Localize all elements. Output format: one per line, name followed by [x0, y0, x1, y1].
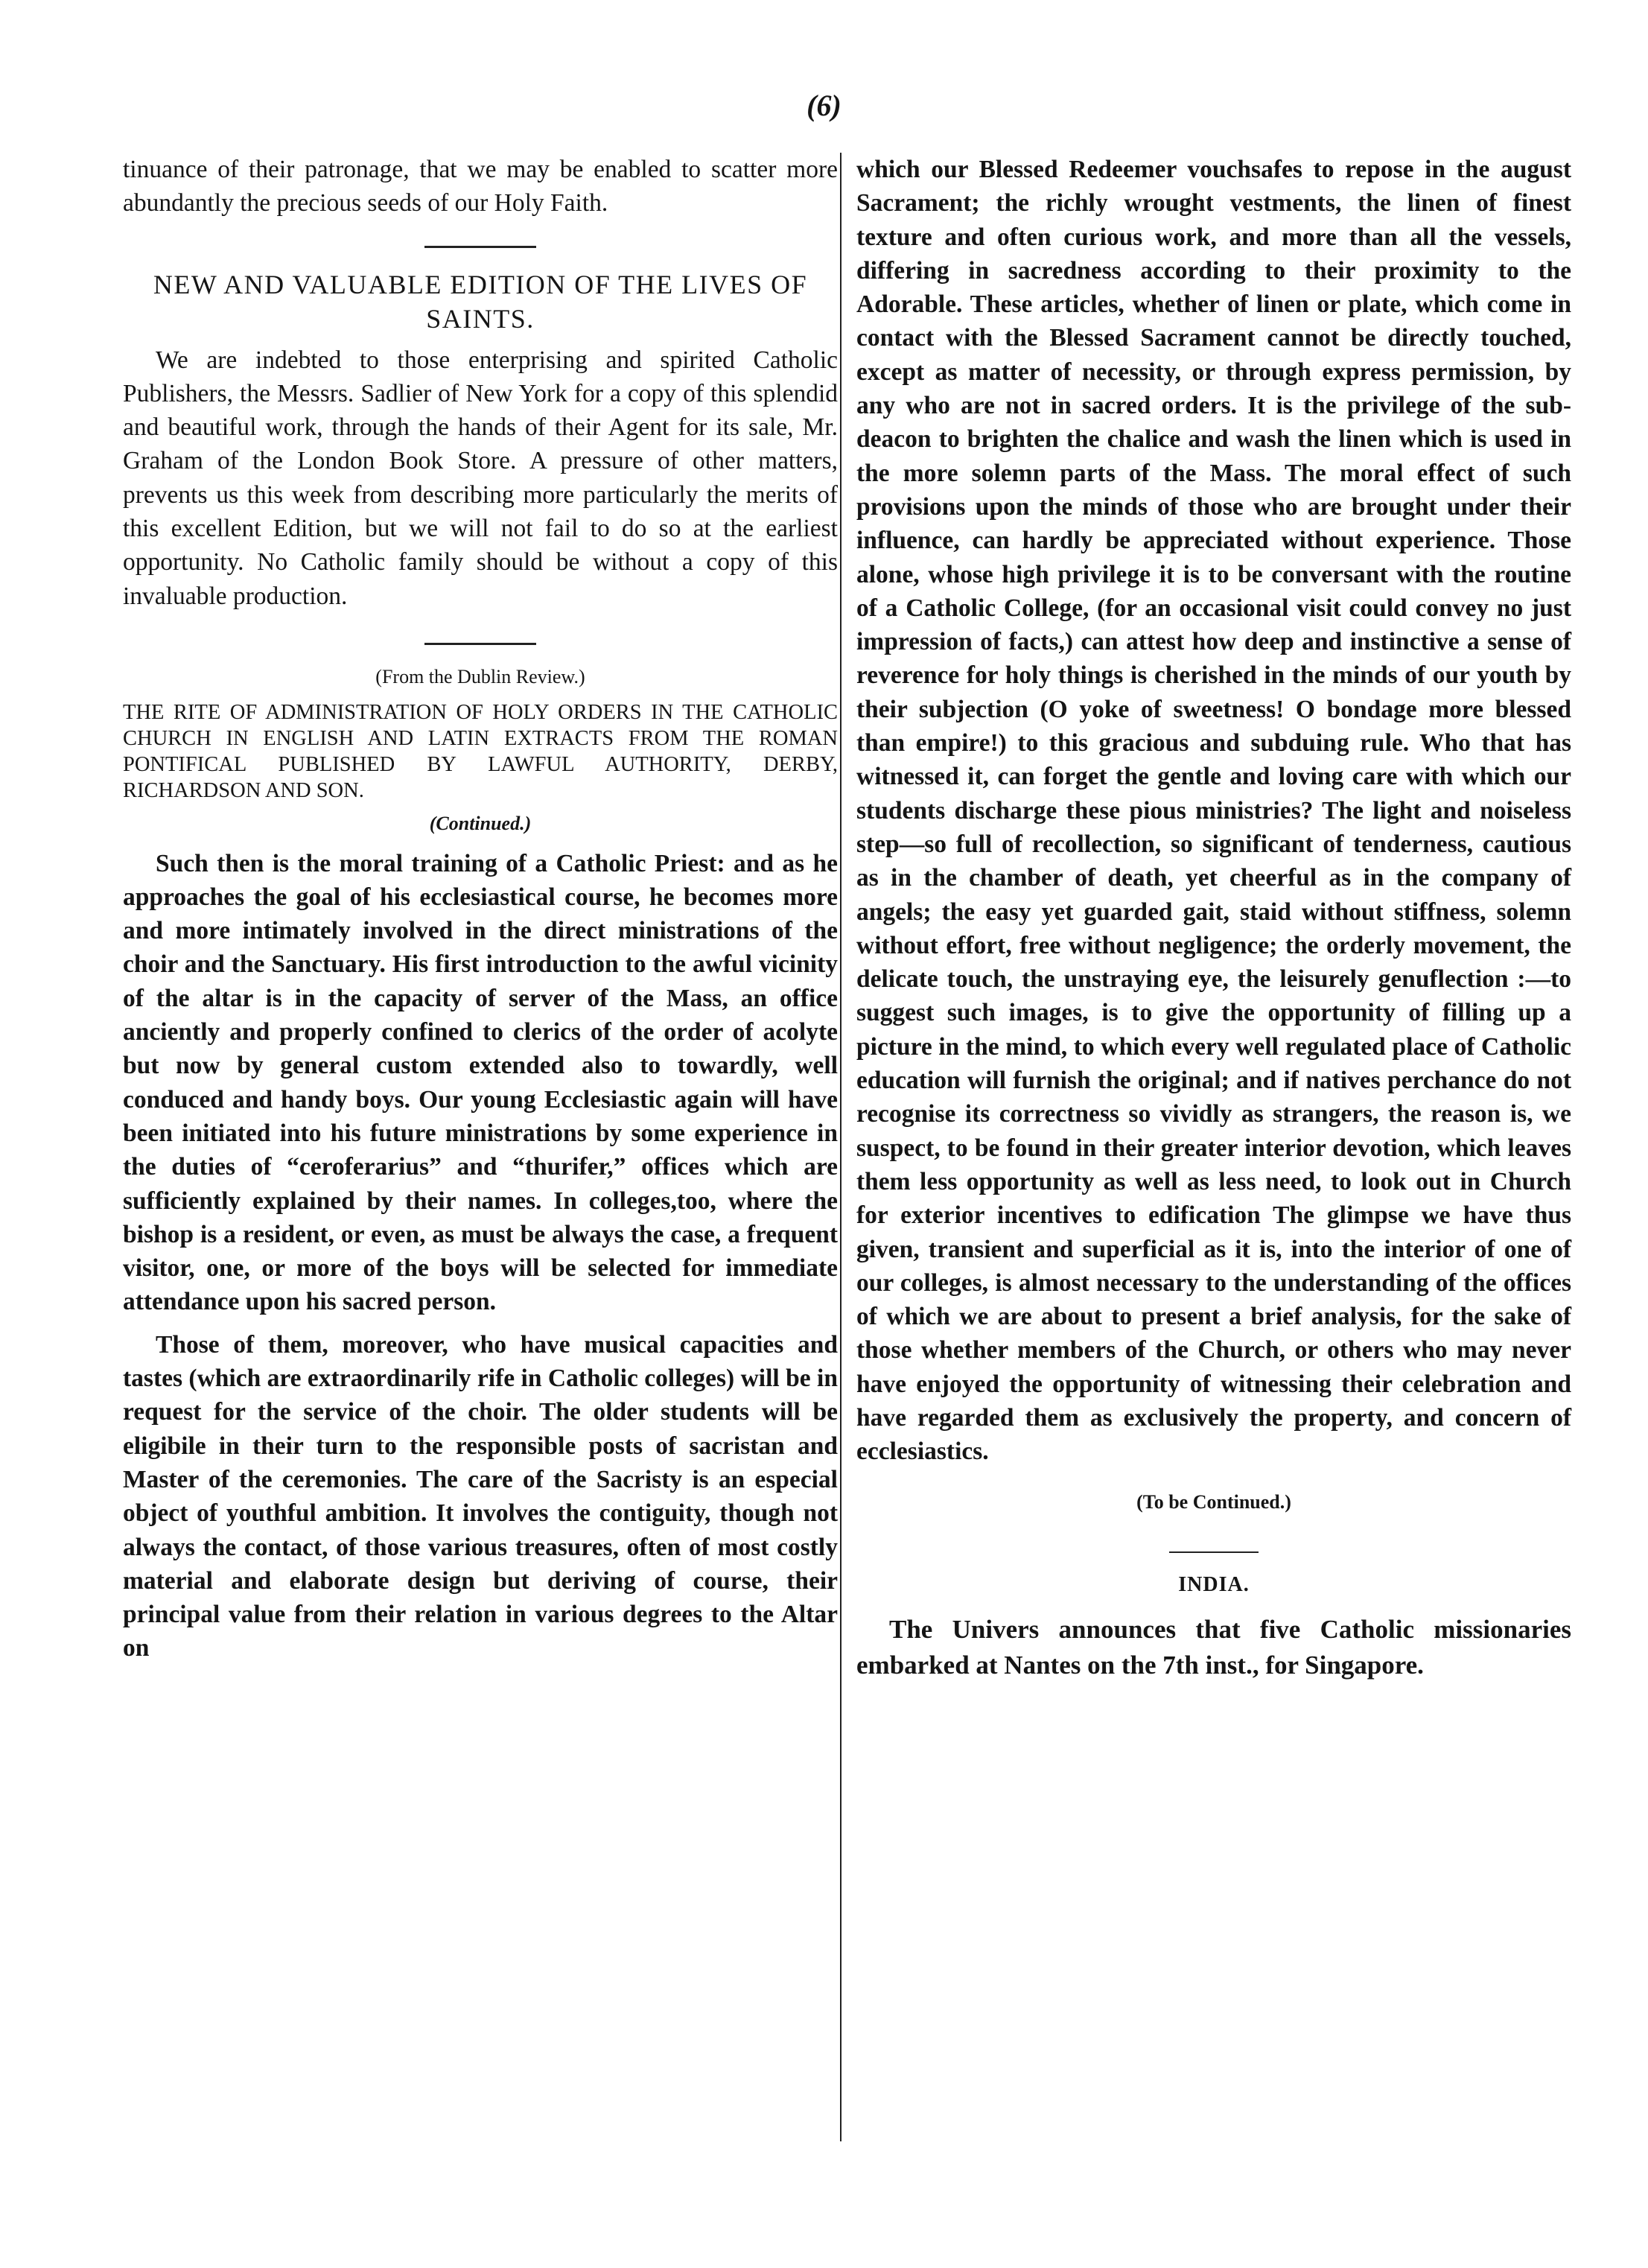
rite-title: THE RITE OF ADMINISTRATION OF HOLY ORDERS IN THE CATHOLIC CHURCH IN ENGLISH AND LATIN EXTRACTS FROM THE ROMAN PONTIFICAL PUBLISHED BY LAWFUL AUTHORITY, DERBY, RICHARDSON AND SON. — [123, 701, 838, 803]
section-rule — [424, 643, 536, 645]
india-headline: INDIA. — [1178, 1572, 1250, 1596]
right-column — [856, 153, 1571, 1683]
section-rule — [424, 246, 536, 248]
continued-note: (Continued.) — [429, 813, 532, 835]
intro-paragraph: tinuance of their patronage, that we may be enabled to scatter more abundantly the precious seeds of our Holy Faith. — [123, 156, 838, 217]
left-column — [123, 153, 838, 1665]
article-paragraph: which our Blessed Redeemer vouchsafes to repose in the august Sacrament; the richly wrought vestments, the linen of finest texture and often curious work, and more than all the vessels, differing in sacredness according to their proximity to the Adorable. These articles, whether of linen or plate, which come in contact with the Blessed Sacrament cannot be directly touched, except as matter of necessity, or through express permission, by any who are not in sacred orders. It is the privilege of the sub-deacon to brighten the chalice and wash the linen which is used in the more solemn parts of the Mass. The moral effect of such provisions upon the minds of those who are brought under their influence, can hardly be appreciated without experience. Those alone, whose high privilege it is to be conversant with the routine of a Catholic College, (for an occasional visit could convey no just impression of facts,) can attest how deep and instinctive a sense of reverence for holy things is cherished in the minds of our youth by their subjection (O yoke of sweetness! O bondage more blessed than empire!) to this gracious and subduing rule. Who that has witnessed it, can forget the gentle and loving care with which our students discharge these pious ministries? The light and noiseless step—so full of recollection, so significant of tenderness, cautious as in the chamber of death, yet cheerful as in the company of angels; the easy yet guarded gait, staid without stiffness, solemn without effort, free without negligence; the orderly movement, the delicate touch, the unstraying eye, the leisurely genuflection :—to suggest such images, is to give the opportunity of filling up a picture in the mind, to which every well regulated place of Catholic education will furnish the original; and if natives perchance do not recognise its correctness so vividly as strangers, the reason is, we suspect, to be found in their greater interior devotion, which leaves them less opportunity as well as less need, to look out in Church for exterior incentives to edification The glimpse we have thus given, transient and superficial as it is, into the interior of one of our colleges, is almost necessary to the understanding of the offices of which we are about to present a brief analysis, for the sake of those whether members of the Church, or others who may never have enjoyed the opportunity of witnessing their celebration and have regarded them as exclusively the property, and concern of ecclesiastics. — [856, 156, 1571, 1466]
page-number: (6) — [806, 89, 842, 122]
article-paragraph: Such then is the moral training of a Catholic Priest: and as he approaches the goal of his ecclesiastical course, he becomes more and more intimately involved in the direct ministrations of the choir and the Sanctuary. His first introduction to the awful vicinity of the altar is in the capacity of server of the Mass, an office anciently and properly confined to clerics of the order of acolyte but now by general custom extended also to towardly, well conduced and handy boys. Our young Ecclesiastic again will have been initiated into his future ministrations by some experience in the duties of “ceroferarius” and “thurifer,” offices which are sufficiently explained by their names. In colleges,too, where the bishop is a resident, or even, as must be always the case, a frequent visitor, one, or more of the boys will be selected for immediate attendance upon his sacred person. — [123, 849, 838, 1316]
lives-of-saints-paragraph: We are indebted to those enterprising and spirited Catholic Publishers, the Messrs. Sadlier of New York for a copy of this splendid and beautiful work, through the hands of their Agent for its sale, Mr. Graham of the London Book Store. A pressure of other matters, prevents us this week from describing more particularly the merits of this excellent Edition, but we will not fail to do so at the earliest opportunity. No Catholic family should be without a copy of this invaluable production. — [123, 346, 838, 610]
column-divider — [840, 153, 842, 2141]
lives-of-saints-headline: NEW AND VALUABLE EDITION OF THE LIVES OF SAINTS. — [153, 269, 808, 334]
section-rule — [1169, 1551, 1259, 1553]
article-paragraph: Those of them, moreover, who have musical capacities and tastes (which are extraordinarily rife in Catholic colleges) will be in request for the service of the choir. The older students will be eligibile in their turn to the responsible posts of sacristan and Master of the ceremonies. The care of the Sacristy is an especial object of youthful ambition. It involves the contiguity, though not always the contact, of those various treasures, often of most costly material and elaborate design but deriving of course, their principal value from their relation in various degrees to the Altar on — [123, 1330, 838, 1662]
india-paragraph: The Univers announces that five Catholic missionaries embarked at Nantes on the 7th inst., for Singapore. — [856, 1615, 1571, 1680]
to-be-continued-note: (To be Continued.) — [1136, 1490, 1291, 1513]
source-credit: (From the Dublin Review.) — [375, 665, 585, 687]
